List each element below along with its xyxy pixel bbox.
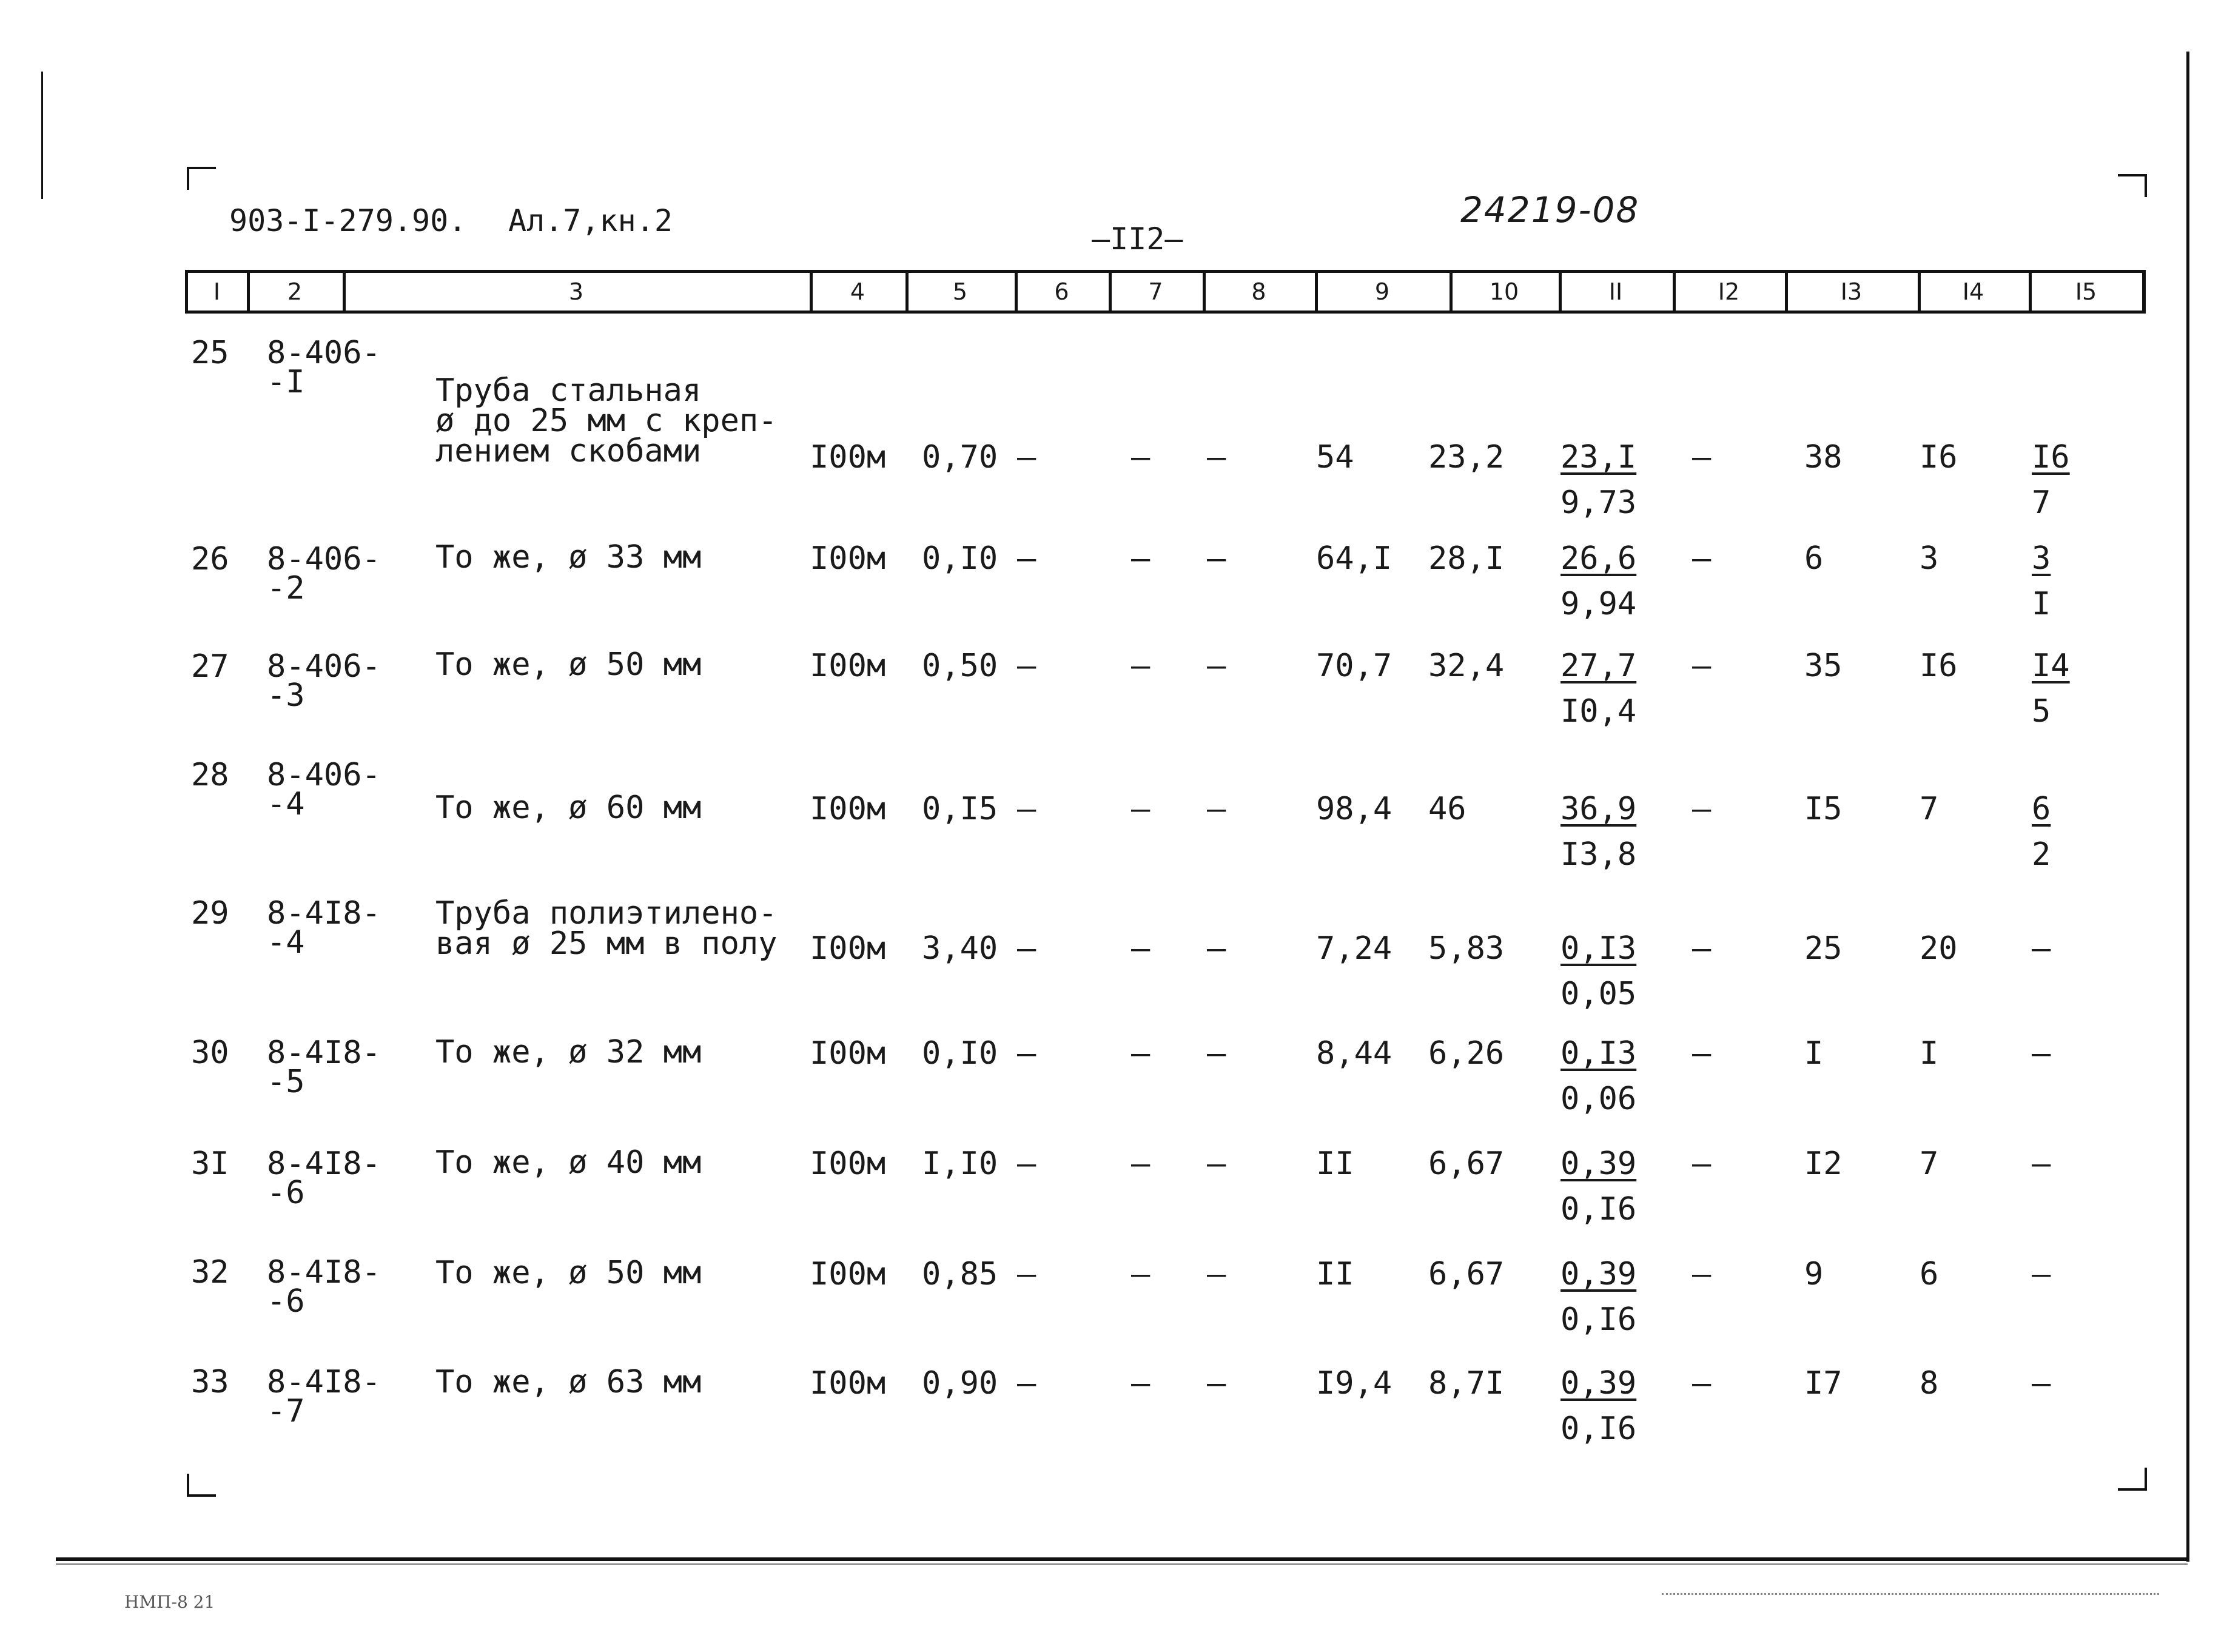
row-description: лением скобами <box>435 433 702 469</box>
row-code: 8-4I8- <box>267 1364 381 1400</box>
row-col10: 28,I <box>1428 540 1505 577</box>
row-code: 8-406- <box>267 335 381 371</box>
row-code-cont: -2 <box>267 570 305 606</box>
row-col13: I5 <box>1804 791 1843 827</box>
row-quantity: 0,90 <box>922 1365 998 1402</box>
row-description: То же, ø 60 мм <box>435 790 702 826</box>
row-col7: – <box>1131 439 1151 475</box>
row-col10: 46 <box>1428 791 1466 827</box>
row-description: ø до 25 мм с креп- <box>435 403 778 439</box>
row-col10: 6,26 <box>1428 1035 1505 1072</box>
column-header-9: 9 <box>1374 278 1390 305</box>
row-unit: I00м <box>810 439 886 475</box>
row-code: 8-406- <box>267 648 381 685</box>
row-number: 26 <box>191 541 229 577</box>
row-code: 8-4I8- <box>267 1146 381 1182</box>
row-description: То же, ø 50 мм <box>435 646 702 683</box>
row-col12: – <box>1692 1365 1712 1402</box>
row-description: вая ø 25 мм в полу <box>435 925 778 962</box>
row-col13: 6 <box>1804 540 1824 577</box>
row-col7: – <box>1131 648 1151 684</box>
row-col11-bottom: 0,I6 <box>1560 1411 1637 1447</box>
row-col8: – <box>1207 1256 1226 1292</box>
row-col15-top: – <box>2032 1146 2051 1182</box>
row-col9: 7,24 <box>1316 930 1393 967</box>
row-col9: 64,I <box>1316 540 1393 577</box>
row-col11-bottom: 0,I6 <box>1560 1191 1637 1227</box>
row-number: 27 <box>191 648 229 685</box>
row-col14: I <box>1920 1035 1939 1072</box>
column-header-4: 4 <box>850 278 865 305</box>
row-col8: – <box>1207 1035 1226 1072</box>
row-code-cont: -I <box>267 364 305 400</box>
row-col11-top: 0,I3 <box>1560 1035 1637 1072</box>
handwritten-number: 24219-08 <box>1460 189 1640 230</box>
row-col11-bottom: 0,05 <box>1560 976 1637 1012</box>
row-col11-bottom: I0,4 <box>1560 693 1637 730</box>
row-col9: I9,4 <box>1316 1365 1393 1402</box>
row-col12: – <box>1692 648 1712 684</box>
row-number: 32 <box>191 1254 229 1291</box>
left-margin-line <box>41 72 43 199</box>
row-description: Труба полиэтилено- <box>435 895 778 932</box>
row-unit: I00м <box>810 791 886 827</box>
row-col9: II <box>1316 1256 1354 1292</box>
row-col12: – <box>1692 791 1712 827</box>
row-col10: 23,2 <box>1428 439 1505 475</box>
row-col11-top: 0,39 <box>1560 1146 1637 1182</box>
row-col13: 9 <box>1804 1256 1824 1292</box>
row-col6: – <box>1017 1035 1036 1072</box>
row-col13: I2 <box>1804 1146 1843 1182</box>
row-quantity: 0,85 <box>922 1256 998 1292</box>
row-col10: 8,7I <box>1428 1365 1505 1402</box>
row-col15-top: – <box>2032 1256 2051 1292</box>
row-description: То же, ø 50 мм <box>435 1255 702 1291</box>
row-col11-top: 36,9 <box>1560 791 1637 827</box>
row-col14: I6 <box>1920 648 1958 684</box>
column-header-13: I3 <box>1840 278 1863 305</box>
row-col14: 20 <box>1920 930 1958 967</box>
column-header-3: 3 <box>568 278 584 305</box>
row-col12: – <box>1692 930 1712 967</box>
row-col15-bottom: 2 <box>2032 836 2051 873</box>
row-col13: I <box>1804 1035 1824 1072</box>
row-col9: 8,44 <box>1316 1035 1393 1072</box>
row-col6: – <box>1017 1146 1036 1182</box>
row-col8: – <box>1207 540 1226 577</box>
row-col14: 3 <box>1920 540 1939 577</box>
row-col11-bottom: I3,8 <box>1560 836 1637 873</box>
row-col14: 7 <box>1920 791 1939 827</box>
row-code: 8-406- <box>267 541 381 577</box>
row-col12: – <box>1692 1256 1712 1292</box>
row-col6: – <box>1017 1365 1036 1402</box>
row-col11-bottom: 0,I6 <box>1560 1301 1637 1338</box>
row-number: 3I <box>191 1146 229 1182</box>
row-code-cont: -6 <box>267 1175 305 1211</box>
doc-code: 903-I-279.90. <box>229 203 467 238</box>
row-col15-bottom: 5 <box>2032 693 2051 730</box>
column-header-7: 7 <box>1148 278 1163 305</box>
row-col15-top: 3 <box>2032 540 2051 577</box>
bottom-rule <box>56 1557 2188 1561</box>
row-col7: – <box>1131 540 1151 577</box>
row-code-cont: -5 <box>267 1064 305 1100</box>
row-unit: I00м <box>810 930 886 967</box>
row-quantity: 3,40 <box>922 930 998 967</box>
row-unit: I00м <box>810 1146 886 1182</box>
footer-right-fine-print <box>1662 1593 2159 1602</box>
row-col6: – <box>1017 930 1036 967</box>
row-col11-top: 0,39 <box>1560 1365 1637 1402</box>
row-description: То же, ø 40 мм <box>435 1144 702 1181</box>
column-header-5: 5 <box>952 278 968 305</box>
row-unit: I00м <box>810 648 886 684</box>
row-col13: 35 <box>1804 648 1843 684</box>
row-col7: – <box>1131 1146 1151 1182</box>
row-col12: – <box>1692 540 1712 577</box>
row-col14: I6 <box>1920 439 1958 475</box>
row-quantity: 0,I0 <box>922 1035 998 1072</box>
row-col11-bottom: 9,94 <box>1560 586 1637 622</box>
row-col10: 5,83 <box>1428 930 1505 967</box>
row-code: 8-406- <box>267 757 381 793</box>
row-col11-top: 26,6 <box>1560 540 1637 577</box>
row-col6: – <box>1017 791 1036 827</box>
row-col6: – <box>1017 1256 1036 1292</box>
row-col6: – <box>1017 648 1036 684</box>
row-col15-top: – <box>2032 930 2051 967</box>
row-col11-bottom: 0,06 <box>1560 1081 1637 1117</box>
row-col13: I7 <box>1804 1365 1843 1402</box>
row-col12: – <box>1692 439 1712 475</box>
row-col13: 38 <box>1804 439 1843 475</box>
row-quantity: 0,70 <box>922 439 998 475</box>
row-col11-top: 23,I <box>1560 439 1637 475</box>
row-col11-top: 0,I3 <box>1560 930 1637 967</box>
row-col8: – <box>1207 648 1226 684</box>
row-quantity: 0,I0 <box>922 540 998 577</box>
row-col10: 6,67 <box>1428 1146 1505 1182</box>
row-code-cont: -3 <box>267 677 305 714</box>
row-col8: – <box>1207 930 1226 967</box>
row-col15-top: 6 <box>2032 791 2051 827</box>
row-quantity: I,I0 <box>922 1146 998 1182</box>
row-col8: – <box>1207 439 1226 475</box>
column-header-15: I5 <box>2075 278 2097 305</box>
row-col12: – <box>1692 1035 1712 1072</box>
row-col8: – <box>1207 1365 1226 1402</box>
row-col15-bottom: I <box>2032 586 2051 622</box>
row-col13: 25 <box>1804 930 1843 967</box>
row-code-cont: -7 <box>267 1393 305 1429</box>
row-col7: – <box>1131 1035 1151 1072</box>
column-header-2: 2 <box>287 278 303 305</box>
row-code-cont: -4 <box>267 786 305 822</box>
row-col10: 6,67 <box>1428 1256 1505 1292</box>
corner-mark-top-right <box>2118 174 2147 197</box>
corner-mark-bottom-left <box>187 1474 216 1497</box>
column-header-12: I2 <box>1718 278 1740 305</box>
row-number: 28 <box>191 757 229 793</box>
row-description: То же, ø 32 мм <box>435 1034 702 1070</box>
row-description: То же, ø 63 мм <box>435 1364 702 1400</box>
row-unit: I00м <box>810 1256 886 1292</box>
row-col7: – <box>1131 930 1151 967</box>
row-col6: – <box>1017 439 1036 475</box>
album-label: Ал.7,кн.2 <box>508 203 673 238</box>
row-col15-top: I6 <box>2032 439 2070 475</box>
row-col9: 98,4 <box>1316 791 1393 827</box>
row-col15-bottom: 7 <box>2032 485 2051 521</box>
bottom-rule-thin <box>56 1563 2188 1565</box>
row-number: 33 <box>191 1364 229 1400</box>
row-quantity: 0,I5 <box>922 791 998 827</box>
row-col12: – <box>1692 1146 1712 1182</box>
row-col8: – <box>1207 1146 1226 1182</box>
row-code-cont: -6 <box>267 1283 305 1320</box>
row-col7: – <box>1131 1256 1151 1292</box>
row-col9: 54 <box>1316 439 1354 475</box>
row-col11-top: 27,7 <box>1560 648 1637 684</box>
row-unit: I00м <box>810 1035 886 1072</box>
row-code-cont: -4 <box>267 924 305 961</box>
row-col14: 6 <box>1920 1256 1939 1292</box>
row-code: 8-4I8- <box>267 895 381 932</box>
footer-left-mark: НМП-8 21 <box>124 1592 215 1612</box>
column-header-8: 8 <box>1251 278 1266 305</box>
column-header-6: 6 <box>1054 278 1069 305</box>
column-header-14: I4 <box>1962 278 1984 305</box>
row-number: 30 <box>191 1035 229 1071</box>
row-col15-top: – <box>2032 1365 2051 1402</box>
column-header-10: 10 <box>1489 278 1519 305</box>
row-col11-top: 0,39 <box>1560 1256 1637 1292</box>
right-margin-line <box>2186 52 2189 1562</box>
row-unit: I00м <box>810 540 886 577</box>
row-col6: – <box>1017 540 1036 577</box>
corner-mark-bottom-right <box>2118 1468 2147 1491</box>
row-col9: II <box>1316 1146 1354 1182</box>
row-col8: – <box>1207 791 1226 827</box>
row-col14: 7 <box>1920 1146 1939 1182</box>
row-col7: – <box>1131 791 1151 827</box>
row-unit: I00м <box>810 1365 886 1402</box>
row-number: 29 <box>191 895 229 932</box>
row-col15-top: – <box>2032 1035 2051 1072</box>
row-number: 25 <box>191 335 229 371</box>
corner-mark-top-left <box>187 167 216 190</box>
row-col14: 8 <box>1920 1365 1939 1402</box>
row-description: То же, ø 33 мм <box>435 539 702 576</box>
row-col11-bottom: 9,73 <box>1560 485 1637 521</box>
row-col10: 32,4 <box>1428 648 1505 684</box>
row-col9: 70,7 <box>1316 648 1393 684</box>
column-header-11: II <box>1608 278 1623 305</box>
row-col7: – <box>1131 1365 1151 1402</box>
row-col15-top: I4 <box>2032 648 2070 684</box>
row-code: 8-4I8- <box>267 1035 381 1071</box>
row-code: 8-4I8- <box>267 1254 381 1291</box>
page-number: —II2— <box>1092 221 1183 257</box>
row-quantity: 0,50 <box>922 648 998 684</box>
column-header-1: I <box>213 278 221 305</box>
row-description: Труба стальная <box>435 372 702 409</box>
